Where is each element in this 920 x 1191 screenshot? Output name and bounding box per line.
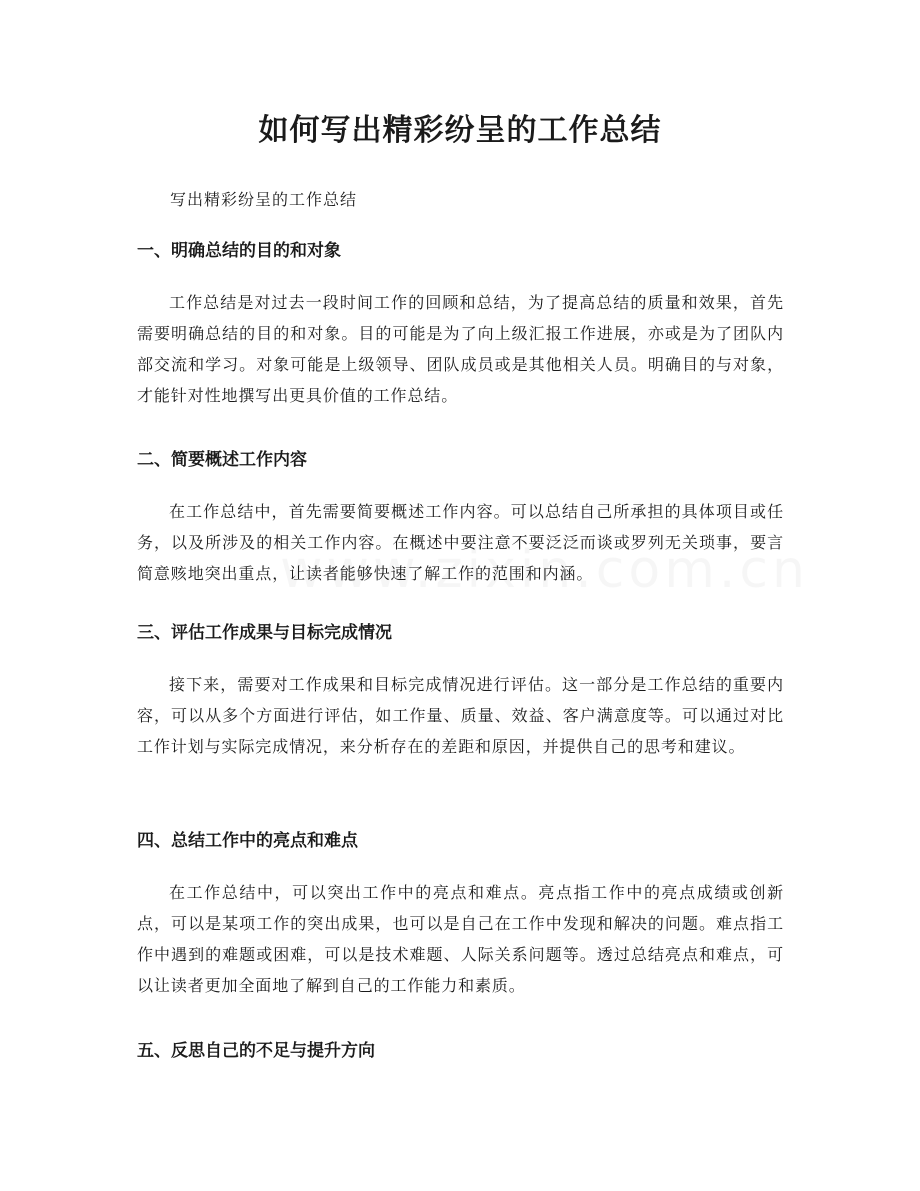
section-2 [137, 446, 784, 589]
section-5 [137, 1037, 784, 1065]
section-paragraph: 接下来，需要对工作成果和目标完成情况进行评估。这一部分是工作总结的重要内容，可以从多个方面进行评估，如工作量、质量、效益、客户满意度等。可以通过对比工作计划与实际完成情况，来分析存在的差距和原因，并提供自己的思考和建议。 [137, 675, 784, 756]
section-1 [137, 237, 784, 411]
section-heading: 二、简要概述工作内容 [137, 450, 307, 470]
section-paragraph: 在工作总结中，首先需要简要概述工作内容。可以总结自己所承担的具体项目或任务，以及所涉及的相关工作内容。在概述中要注意不要泛泛而谈或罗列无关琐事，要言简意赅地突出重点，让读者能够快速了解工作的范围和内涵。 [137, 502, 784, 583]
section-paragraph: 在工作总结中，可以突出工作中的亮点和难点。亮点指工作中的亮点成绩或创新点，可以是某项工作的突出成果，也可以是自己在工作中发现和解决的问题。难点指工作中遇到的难题或困难，可以是技术难题、人际关系问题等。透过总结亮点和难点，可以让读者更加全面地了解到自己的工作能力和素质。 [137, 883, 784, 995]
section-heading: 四、总结工作中的亮点和难点 [137, 831, 358, 851]
document-subtitle: 写出精彩纷呈的工作总结 [170, 190, 358, 209]
section-heading: 三、评估工作成果与目标完成情况 [137, 623, 392, 643]
section-3 [137, 619, 784, 762]
document-title: 如何写出精彩纷呈的工作总结 [258, 113, 662, 148]
section-heading: 一、明确总结的目的和对象 [137, 241, 341, 261]
section-paragraph: 工作总结是对过去一段时间工作的回顾和总结，为了提高总结的质量和效果，首先需要明确总结的目的和对象。目的可能是为了向上级汇报工作进展，亦或是为了团队内部交流和学习。对象可能是上级领导、团队成员或是其他相关人员。明确目的与对象，才能针对性地撰写出更具价值的工作总结。 [137, 293, 784, 405]
section-heading: 五、反思自己的不足与提升方向 [137, 1041, 375, 1061]
section-4 [137, 827, 784, 1001]
